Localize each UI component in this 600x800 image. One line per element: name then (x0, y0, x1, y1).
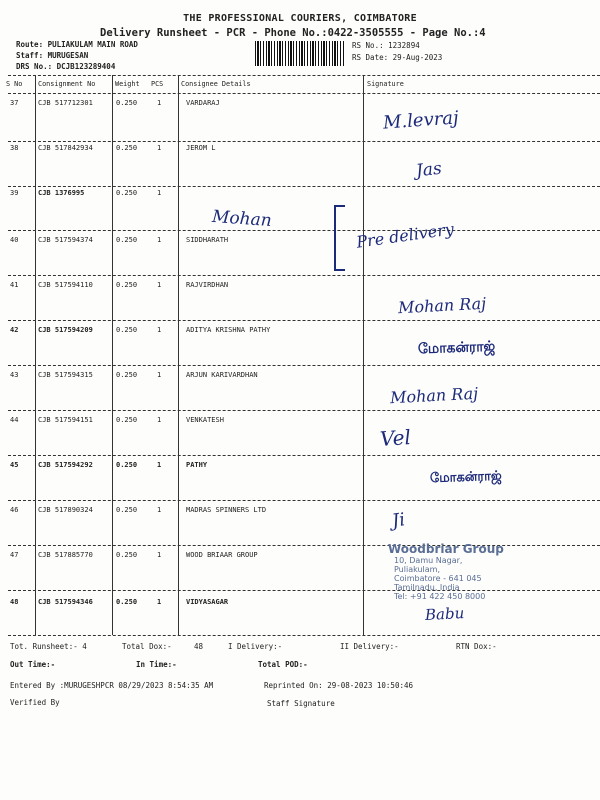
row-consignment: CJB 1376995 (38, 189, 85, 197)
col-pcs: PCS (151, 80, 164, 88)
row-consignment: CJB 517890324 (38, 506, 93, 514)
col-consignment: Consignment No (38, 80, 96, 88)
reprinted-on: Reprinted On: 29-08-2023 10:50:46 (264, 681, 414, 690)
drs-number: DRS No.: DCJB123289404 (16, 62, 116, 71)
row-divider (8, 320, 600, 321)
row-pcs: 1 (157, 281, 162, 289)
i-delivery: I Delivery:- (228, 642, 283, 651)
row-consignee: JEROM L (186, 144, 216, 152)
row-weight: 0.250 (116, 416, 138, 424)
staff-label: Staff: MURUGESAN (16, 51, 89, 60)
row-consignee: PATHY (186, 461, 208, 469)
row-pcs: 1 (157, 506, 162, 514)
row-sno: 40 (10, 236, 19, 244)
col-signature: Signature (367, 80, 404, 88)
col-weight: Weight (115, 80, 140, 88)
row-pcs: 1 (157, 416, 162, 424)
rs-number: RS No.: 1232894 (352, 41, 420, 50)
row-pcs: 1 (157, 144, 162, 152)
row-consignee: ARJUN KARIVARDHAN (186, 371, 258, 379)
header-bottom-line (8, 93, 600, 94)
total-dox-label: Total Dox:- (122, 642, 172, 651)
row-divider (8, 410, 600, 411)
row-weight: 0.250 (116, 189, 138, 197)
signature-46: Ji (390, 509, 407, 532)
company-title: THE PROFESSIONAL COURIERS, COIMBATORE (183, 13, 417, 24)
rs-date: RS Date: 29-Aug-2023 (352, 53, 443, 62)
in-time: In Time:- (136, 660, 177, 669)
row-consignment: CJB 517594151 (38, 416, 93, 424)
signature-40: Pre delivery (355, 219, 455, 252)
row-sno: 47 (10, 551, 19, 559)
column-divider (178, 75, 179, 635)
column-divider (363, 75, 364, 635)
row-pcs: 1 (157, 236, 162, 244)
total-dox-value: 48 (194, 642, 204, 651)
stamp-phone: Tel: +91 422 450 8000 (394, 592, 486, 601)
total-pod: Total POD:- (258, 660, 308, 669)
column-divider (35, 75, 36, 635)
row-sno: 38 (10, 144, 19, 152)
stamp-address-line: 10, Damu Nagar, (394, 556, 463, 565)
row-divider (8, 500, 600, 501)
signature-38: Jas (415, 158, 443, 182)
row-weight: 0.250 (116, 236, 138, 244)
verified-by: Verified By (10, 698, 60, 707)
row-consignment: CJB 517885770 (38, 551, 93, 559)
row-sno: 41 (10, 281, 19, 289)
bracket-mark (330, 202, 350, 274)
row-consignment: CJB 517842934 (38, 144, 93, 152)
row-consignment: CJB 517712301 (38, 99, 93, 107)
row-pcs: 1 (157, 99, 162, 107)
row-divider (8, 186, 600, 187)
row-pcs: 1 (157, 189, 162, 197)
row-weight: 0.250 (116, 598, 138, 606)
row-consignee: ADITYA KRISHNA PATHY (186, 326, 271, 334)
row-consignment: CJB 517594110 (38, 281, 93, 289)
signature-37: M.levraj (382, 107, 460, 134)
row-pcs: 1 (157, 461, 162, 469)
row-weight: 0.250 (116, 326, 138, 334)
row-divider (8, 275, 600, 276)
row-sno: 37 (10, 99, 19, 107)
signature-41: Mohan Raj (397, 293, 487, 318)
table-bottom-line (8, 635, 600, 636)
row-sno: 45 (10, 461, 19, 469)
row-consignee: RAJVIRDHAN (186, 281, 229, 289)
row-consignment: CJB 517594374 (38, 236, 93, 244)
row-weight: 0.250 (116, 144, 138, 152)
stamp-address-line: Puliakulam, (394, 565, 441, 574)
row-consignee: MADRAS SPINNERS LTD (186, 506, 267, 514)
column-divider (112, 75, 113, 635)
signature-44: Vel (379, 424, 412, 452)
row-divider (8, 455, 600, 456)
stamp-address-line: Tamilnadu, India (394, 583, 460, 592)
row-consignee: VIDYASAGAR (186, 598, 229, 606)
col-sno: S No (6, 80, 23, 88)
staff-signature-label: Staff Signature (267, 699, 335, 708)
signature-42: மோகன்ராஜ் (417, 338, 496, 358)
row-pcs: 1 (157, 598, 162, 606)
row-weight: 0.250 (116, 551, 138, 559)
row-consignment: CJB 517594346 (38, 598, 93, 606)
row-sno: 44 (10, 416, 19, 424)
barcode-image (255, 41, 345, 66)
row-weight: 0.250 (116, 99, 138, 107)
row-pcs: 1 (157, 551, 162, 559)
signature-43: Mohan Raj (389, 383, 479, 408)
signature-48: Babu (424, 603, 465, 625)
row-weight: 0.250 (116, 506, 138, 514)
row-pcs: 1 (157, 326, 162, 334)
row-consignment: CJB 517594209 (38, 326, 93, 334)
runsheet-subtitle: Delivery Runsheet - PCR - Phone No.:0422-3505555 - Page No.:4 (100, 27, 486, 39)
row-weight: 0.250 (116, 371, 138, 379)
col-consignee: Consignee Details (181, 80, 251, 88)
out-time: Out Time:- (10, 660, 56, 669)
row-consignment: CJB 517594292 (38, 461, 93, 469)
rtn-dox: RTN Dox:- (456, 642, 497, 651)
stamp-company-name: Woodbriar Group (388, 542, 504, 556)
row-sno: 43 (10, 371, 19, 379)
row-consignee: SIDDHARATH (186, 236, 229, 244)
entered-by: Entered By :MURUGESHPCR 08/29/2023 8:54:35 AM (10, 681, 214, 690)
stamp-address-line: Coimbatore - 641 045 (394, 574, 482, 583)
row-sno: 39 (10, 189, 19, 197)
route-label: Route: PULIAKULAM MAIN ROAD (16, 40, 138, 49)
row-pcs: 1 (157, 371, 162, 379)
tot-runsheet: Tot. Runsheet:- 4 (10, 642, 87, 651)
ii-delivery: II Delivery:- (340, 642, 399, 651)
row-divider (8, 230, 600, 231)
row-sno: 46 (10, 506, 19, 514)
row-divider (8, 141, 600, 142)
company-stamp (388, 542, 528, 601)
row-weight: 0.250 (116, 461, 138, 469)
row-consignment: CJB 517594315 (38, 371, 93, 379)
row-consignee: VENKATESH (186, 416, 224, 424)
row-consignee: VARDARAJ (186, 99, 220, 107)
row-weight: 0.250 (116, 281, 138, 289)
signature-45: மோகன்ராஜ் (429, 468, 502, 487)
row-divider (8, 365, 600, 366)
table-top-line (8, 75, 600, 76)
signature-39: Mohan (211, 206, 273, 232)
row-consignee: WOOD BRIAAR GROUP (186, 551, 258, 559)
row-sno: 42 (10, 326, 19, 334)
row-sno: 48 (10, 598, 19, 606)
